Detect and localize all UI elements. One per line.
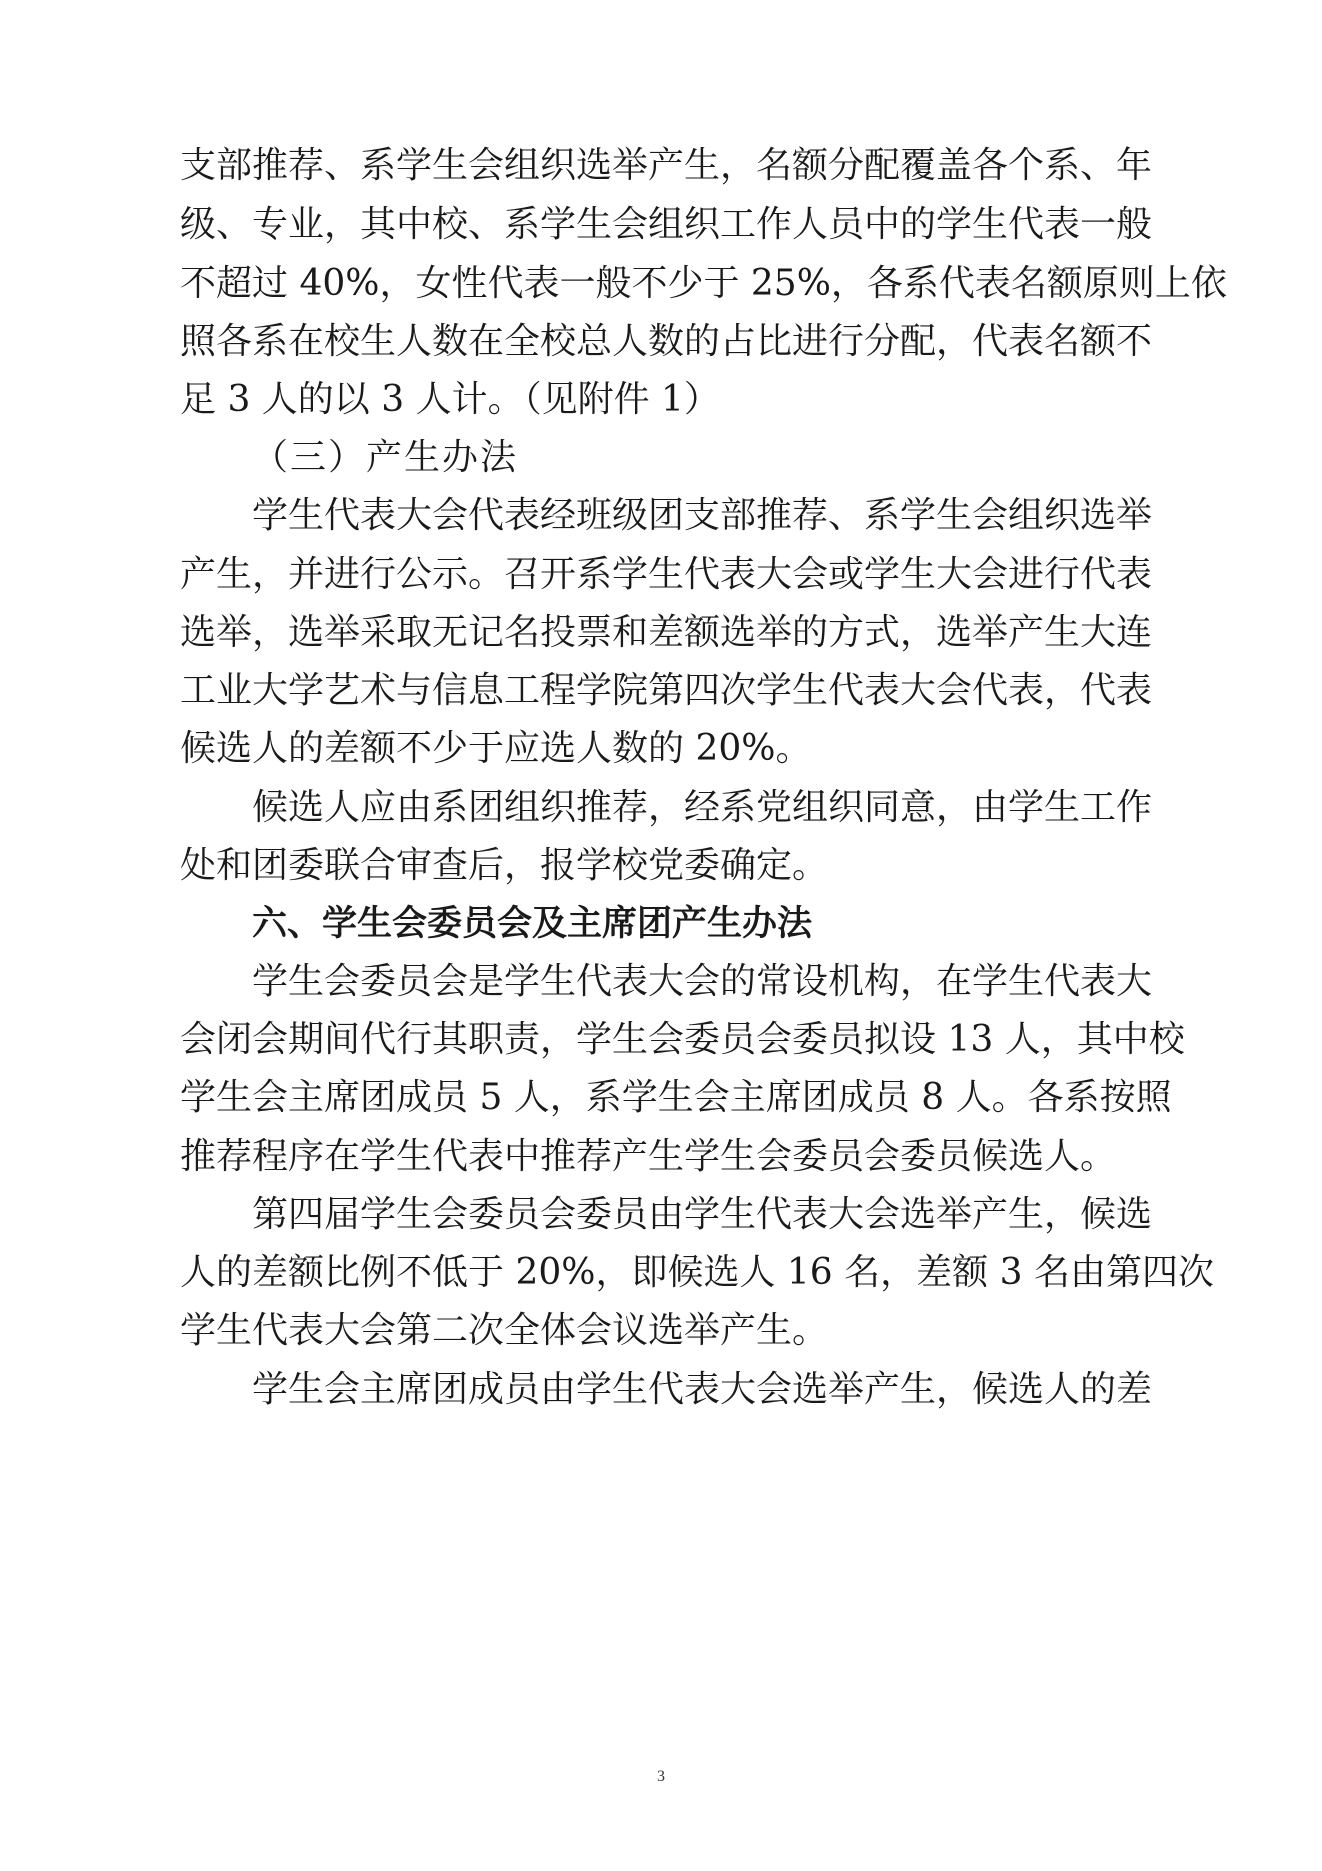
body-line: 推荐程序在学生代表中推荐产生学生会委员会委员候选人。 bbox=[180, 1136, 1117, 1177]
body-line: 学生代表大会第二次全体会议选举产生。 bbox=[180, 1310, 829, 1351]
body-line: 支部推荐、系学生会组织选举产生，名额分配覆盖各个系、年 bbox=[180, 145, 1153, 186]
body-line: 足 3 人的以 3 人计。（见附件 1） bbox=[180, 379, 720, 420]
body-line: 学生会主席团成员 5 人，系学生会主席团成员 8 人。各系按照 bbox=[180, 1077, 1172, 1118]
body-line: 级、专业，其中校、系学生会组织工作人员中的学生代表一般 bbox=[180, 204, 1153, 245]
section-heading: 六、学生会委员会及主席团产生办法 bbox=[252, 904, 813, 944]
body-line: 学生会委员会是学生代表大会的常设机构，在学生代表大 bbox=[252, 961, 1153, 1002]
body-line: 工业大学艺术与信息工程学院第四次学生代表大会代表，代表 bbox=[180, 670, 1153, 711]
subsection-heading: （三）产生办法 bbox=[252, 437, 519, 478]
body-line: 第四届学生会委员会委员由学生代表大会选举产生，候选 bbox=[252, 1194, 1153, 1235]
body-line: 候选人应由系团组织推荐，经系党组织同意，由学生工作 bbox=[252, 787, 1153, 828]
body-line: 学生会主席团成员由学生代表大会选举产生，候选人的差 bbox=[252, 1369, 1153, 1410]
body-line: 照各系在校生人数在全校总人数的占比进行分配，代表名额不 bbox=[180, 321, 1153, 362]
body-line: 学生代表大会代表经班级团支部推荐、系学生会组织选举 bbox=[252, 495, 1153, 536]
body-line: 选举，选举采取无记名投票和差额选举的方式，选举产生大连 bbox=[180, 612, 1153, 653]
body-line: 处和团委联合审查后，报学校党委确定。 bbox=[180, 845, 829, 886]
body-line: 产生，并进行公示。召开系学生代表大会或学生大会进行代表 bbox=[180, 554, 1153, 595]
body-line: 候选人的差额不少于应选人数的 20%。 bbox=[180, 728, 812, 769]
body-line: 人的差额比例不低于 20%，即候选人 16 名，差额 3 名由第四次 bbox=[180, 1252, 1214, 1293]
body-line: 会闭会期间代行其职责，学生会委员会委员拟设 13 人，其中校 bbox=[180, 1019, 1185, 1060]
body-line: 不超过 40%，女性代表一般不少于 25%，各系代表名额原则上依 bbox=[180, 263, 1227, 304]
page-number: 3 bbox=[657, 1768, 665, 1785]
